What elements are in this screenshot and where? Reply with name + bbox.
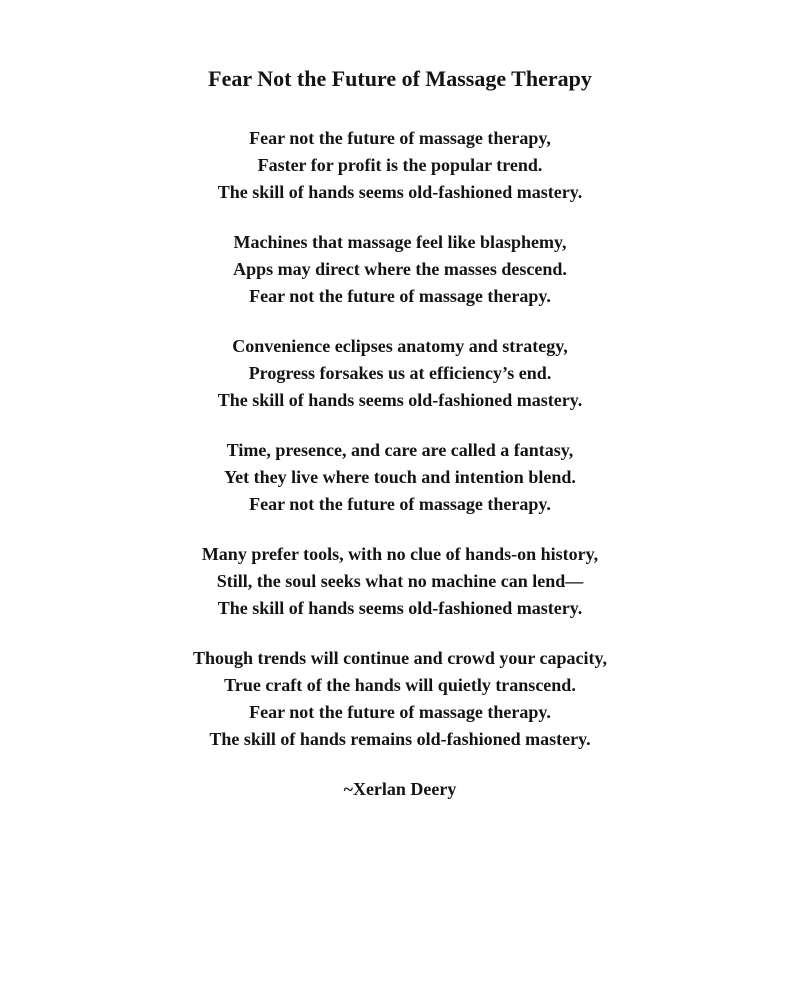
poem-line: Fear not the future of massage therapy.: [249, 494, 551, 514]
stanza-2: [0, 229, 800, 310]
stanza-6: [0, 645, 800, 753]
poem-line: Fear not the future of massage therapy.: [249, 702, 551, 722]
stanza-4: [0, 437, 800, 518]
poem-line: Apps may direct where the masses descend.: [233, 259, 567, 279]
poem-line: Many prefer tools, with no clue of hands-on history,: [201, 544, 599, 564]
poem-line: Fear not the future of massage therapy,: [249, 128, 551, 148]
poem-line: The skill of hands remains old-fashioned mastery.: [209, 729, 591, 749]
poem-line: Convenience eclipses anatomy and strategy,: [232, 336, 568, 356]
poem-body: [0, 125, 800, 803]
poem-line: Machines that massage feel like blasphemy,: [233, 232, 567, 252]
poem-line: Still, the soul seeks what no machine can lend—: [216, 571, 584, 591]
stanza-5: [0, 541, 800, 622]
author-signature: ~Xerlan Deery: [343, 779, 457, 799]
poem-line: The skill of hands seems old-fashioned mastery.: [217, 390, 583, 410]
stanza-3: [0, 333, 800, 414]
poem-line: Time, presence, and care are called a fantasy,: [226, 440, 574, 460]
poem-line: Faster for profit is the popular trend.: [257, 155, 543, 175]
poem-title: Fear Not the Future of Massage Therapy: [208, 66, 592, 91]
poem-line: True craft of the hands will quietly transcend.: [224, 675, 576, 695]
poem-line: Yet they live where touch and intention blend.: [224, 467, 576, 487]
poem-line: Though trends will continue and crowd your capacity,: [192, 648, 608, 668]
poem-line: Progress forsakes us at efficiency’s end.: [248, 363, 552, 383]
poem-line: Fear not the future of massage therapy.: [249, 286, 551, 306]
poem-line: The skill of hands seems old-fashioned mastery.: [217, 598, 583, 618]
stanza-1: [0, 125, 800, 206]
poem-line: The skill of hands seems old-fashioned mastery.: [217, 182, 583, 202]
